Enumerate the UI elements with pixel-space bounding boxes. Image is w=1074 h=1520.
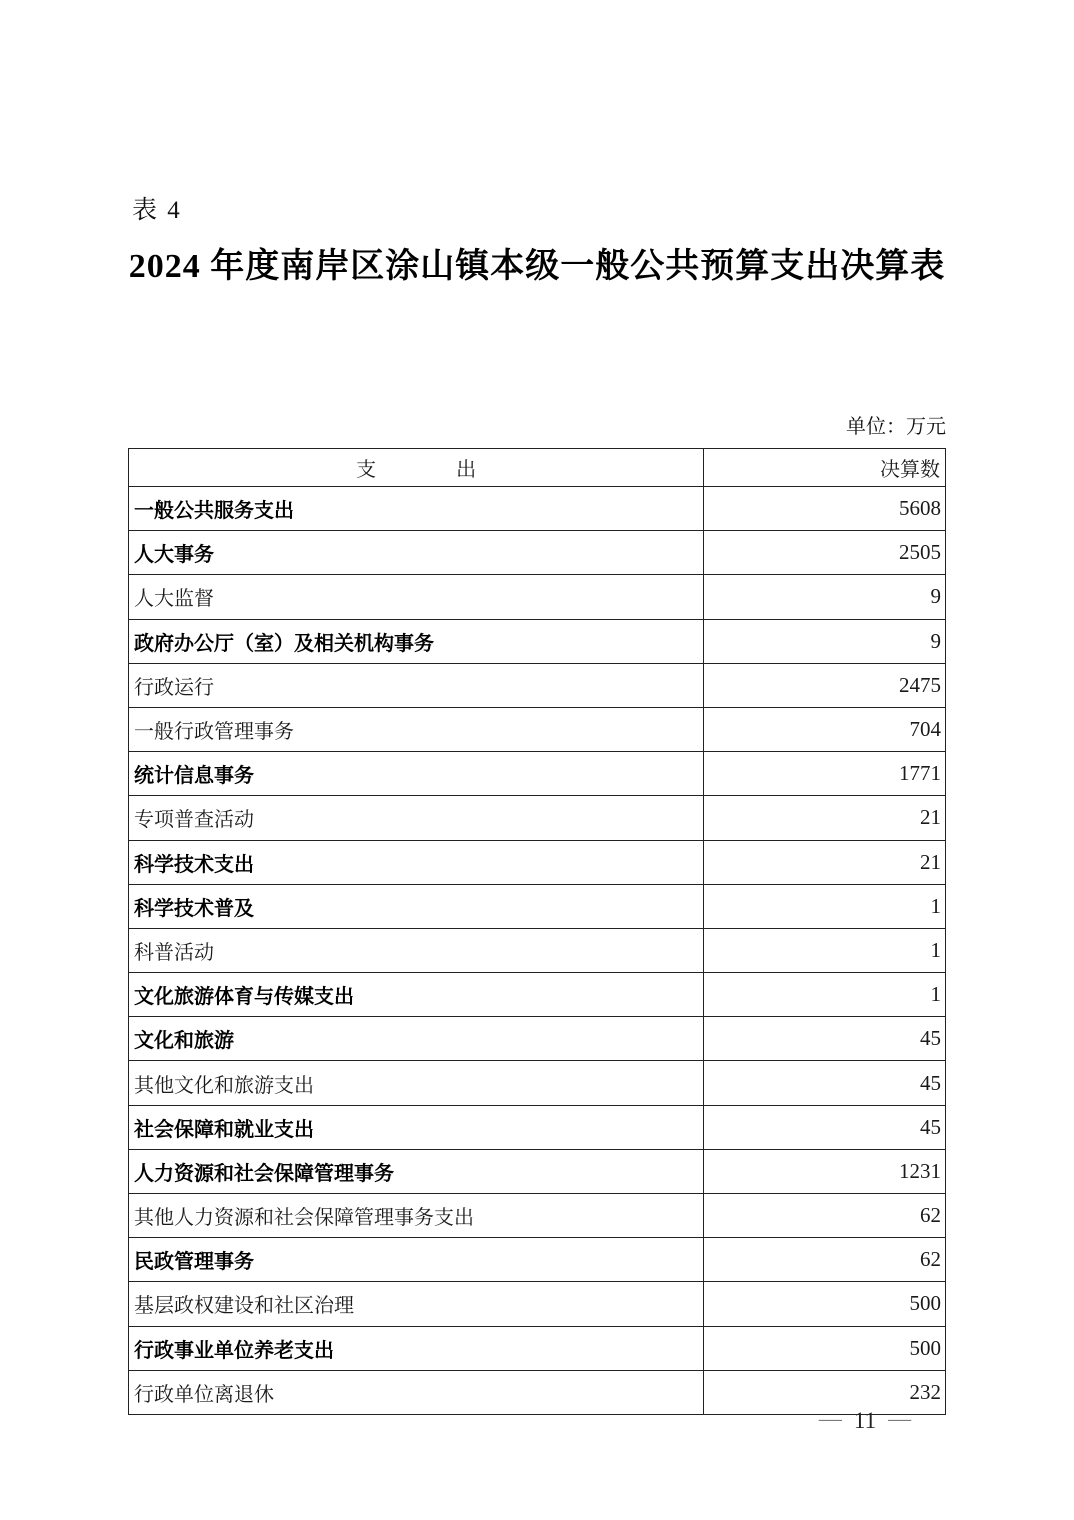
document-title: 2024 年度南岸区涂山镇本级一般公共预算支出决算表 <box>128 248 946 285</box>
amount-value: 500 <box>704 1282 946 1326</box>
table-row <box>129 707 946 751</box>
expenditure-label: 统计信息事务 <box>129 752 704 796</box>
table-row <box>129 1194 946 1238</box>
table-row <box>129 884 946 928</box>
expenditure-label: 行政事业单位养老支出 <box>129 1326 704 1370</box>
amount-value: 704 <box>704 707 946 751</box>
amount-value: 21 <box>704 840 946 884</box>
amount-value: 2505 <box>704 531 946 575</box>
table-row <box>129 1238 946 1282</box>
amount-value: 45 <box>704 1105 946 1149</box>
table-row <box>129 619 946 663</box>
table-row <box>129 1326 946 1370</box>
table-row <box>129 1149 946 1193</box>
amount-value: 1771 <box>704 752 946 796</box>
amount-value: 9 <box>704 575 946 619</box>
table-row <box>129 531 946 575</box>
header-expenditure: 支 出 <box>129 449 704 487</box>
table-row <box>129 1282 946 1326</box>
table-row <box>129 1105 946 1149</box>
amount-value: 500 <box>704 1326 946 1370</box>
table-number-label: 表 4 <box>132 197 182 224</box>
expenditure-label: 人大事务 <box>129 531 704 575</box>
table-row <box>129 796 946 840</box>
table-row <box>129 1017 946 1061</box>
page-number: 11 <box>853 1408 877 1433</box>
expenditure-label: 其他人力资源和社会保障管理事务支出 <box>129 1194 704 1238</box>
amount-value: 9 <box>704 619 946 663</box>
amount-value: 1231 <box>704 1149 946 1193</box>
expenditure-label: 科学技术普及 <box>129 884 704 928</box>
expenditure-label: 其他文化和旅游支出 <box>129 1061 704 1105</box>
table-header-row <box>129 449 946 487</box>
expenditure-label: 社会保障和就业支出 <box>129 1105 704 1149</box>
table-row <box>129 973 946 1017</box>
amount-value: 62 <box>704 1238 946 1282</box>
expenditure-label: 政府办公厅（室）及相关机构事务 <box>129 619 704 663</box>
expenditure-label: 文化旅游体育与传媒支出 <box>129 973 704 1017</box>
expenditure-label: 科学技术支出 <box>129 840 704 884</box>
amount-value: 1 <box>704 973 946 1017</box>
amount-value: 62 <box>704 1194 946 1238</box>
expenditure-label: 行政运行 <box>129 663 704 707</box>
table-row <box>129 1061 946 1105</box>
table-body <box>129 487 946 1415</box>
amount-value: 45 <box>704 1061 946 1105</box>
expenditure-label: 专项普查活动 <box>129 796 704 840</box>
expenditure-label: 行政单位离退休 <box>129 1370 704 1414</box>
unit-note: 单位：万元 <box>846 416 946 438</box>
expenditure-label: 民政管理事务 <box>129 1238 704 1282</box>
expenditure-label: 一般行政管理事务 <box>129 707 704 751</box>
footer-left-dash: — <box>818 1406 842 1431</box>
expenditure-label: 人大监督 <box>129 575 704 619</box>
table-row <box>129 487 946 531</box>
table-row <box>129 575 946 619</box>
expenditure-label: 基层政权建设和社区治理 <box>129 1282 704 1326</box>
table-row <box>129 752 946 796</box>
amount-value: 1 <box>704 884 946 928</box>
amount-value: 232 <box>704 1370 946 1414</box>
amount-value: 1 <box>704 928 946 972</box>
amount-value: 21 <box>704 796 946 840</box>
expenditure-label: 一般公共服务支出 <box>129 487 704 531</box>
table-row <box>129 840 946 884</box>
header-final-amount: 决算数 <box>704 449 946 487</box>
budget-table <box>128 448 946 1415</box>
amount-value: 2475 <box>704 663 946 707</box>
amount-value: 5608 <box>704 487 946 531</box>
expenditure-label: 文化和旅游 <box>129 1017 704 1061</box>
table-row <box>129 663 946 707</box>
amount-value: 45 <box>704 1017 946 1061</box>
footer-right-dash: — <box>888 1406 912 1431</box>
expenditure-label: 人力资源和社会保障管理事务 <box>129 1149 704 1193</box>
table-row <box>129 928 946 972</box>
page-footer <box>740 1408 990 1434</box>
expenditure-label: 科普活动 <box>129 928 704 972</box>
